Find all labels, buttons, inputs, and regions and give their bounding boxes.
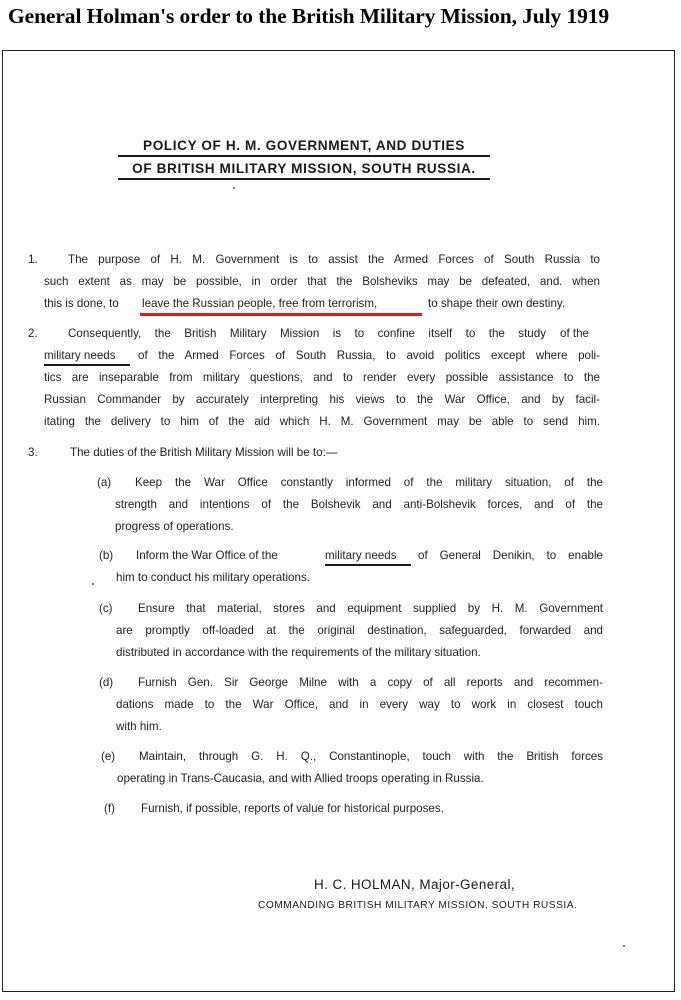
item-e-line-2: operating in Trans-Caucasia, and with Allied troops operating in Russia. — [117, 772, 484, 785]
item-c-line-1: Ensure that material, stores and equipment supplied by H. M. Government — [138, 602, 603, 615]
paragraph-2-line-1: Consequently, the British Military Mission is to confine itself to the study — [68, 327, 546, 340]
paragraph-2-line-2: of the Armed Forces of South Russia, to avoid politics except where poli- — [138, 349, 600, 362]
document-scan — [2, 50, 675, 992]
paragraph-2-line-5: itating the delivery to him of the aid which H. M. Government may be able to send him. — [44, 415, 600, 428]
signature-title: COMMANDING BRITISH MILITARY MISSION, SOUTH RUSSIA. — [258, 900, 578, 911]
item-a-line-1: Keep the War Office constantly informed of the military situation, of the — [135, 476, 603, 489]
item-b-line-2: him to conduct his military operations. — [116, 571, 310, 584]
highlighted-phrase: leave the Russian people, free from terrorism, — [142, 297, 378, 310]
item-c-line-3: distributed in accordance with the requirements of the military situation. — [116, 646, 481, 659]
item-f-letter: (f) — [104, 802, 115, 815]
item-e-letter: (e) — [101, 750, 116, 763]
military-needs-phrase-2: military needs — [325, 549, 397, 562]
scan-speck — [623, 945, 625, 947]
title-underline-2 — [118, 178, 490, 180]
red-underline — [140, 313, 422, 316]
page-title: General Holman's order to the British Military Mission, July 1919 — [8, 4, 610, 28]
paragraph-1-line-1: The purpose of H. M. Government is to assist the Armed Forces of South Russia to — [68, 253, 600, 266]
paragraph-1-number: 1. — [28, 253, 38, 266]
item-b-line-1-end: of General Denikin, to enable — [418, 549, 603, 562]
item-d-letter: (d) — [99, 676, 114, 689]
item-e-line-1: Maintain, through G. H. Q., Constantinople, touch with the British forces — [139, 750, 603, 763]
paragraph-2-number: 2. — [28, 327, 38, 340]
item-d-line-3: with him. — [116, 720, 162, 733]
paragraph-3-intro: The duties of the British Military Mission will be to:— — [70, 446, 338, 459]
paragraph-2-line-4: Russian Commander by accurately interpreting his views to the War Office, and by facil- — [44, 393, 600, 406]
black-underline-1 — [44, 364, 130, 366]
document-title-line-1: POLICY OF H. M. GOVERNMENT, AND DUTIES — [143, 138, 465, 153]
paragraph-2-line-1-end: of the — [560, 327, 590, 340]
item-f-line-1: Furnish, if possible, reports of value for historical purposes. — [141, 802, 444, 815]
item-a-letter: (a) — [97, 476, 112, 489]
scan-speck — [92, 583, 94, 585]
paragraph-3-number: 3. — [28, 446, 38, 459]
item-d-line-2: dations made to the War Office, and in every way to work in closest touch — [116, 698, 603, 711]
signature-name: H. C. HOLMAN, Major-General, — [314, 877, 515, 892]
black-underline-2 — [325, 564, 411, 566]
item-b-line-1-start: Inform the War Office of the — [136, 549, 278, 562]
paragraph-1-line-3-start: this is done, to — [44, 297, 119, 310]
paragraph-1-line-3-end: to shape their own destiny. — [428, 297, 566, 310]
item-a-line-2: strength and intentions of the Bolshevik and anti-Bolshevik forces, and of the — [115, 498, 603, 511]
item-c-line-2: are promptly off-loaded at the original destination, safeguarded, forwarded and — [116, 624, 603, 637]
paragraph-1-line-2: such extent as may be possible, in order that the Bolsheviks may be defeated, and. when — [44, 275, 600, 288]
item-b-letter: (b) — [99, 549, 114, 562]
item-a-line-3: progress of operations. — [115, 520, 234, 533]
document-title-line-2: OF BRITISH MILITARY MISSION, SOUTH RUSSIA. — [132, 161, 476, 176]
item-c-letter: (c) — [99, 602, 113, 615]
paragraph-2-line-3: tics are inseparable from military questions, and to render every possible assistance to the — [44, 371, 600, 384]
title-underline-1 — [118, 155, 490, 157]
scan-speck — [233, 187, 235, 189]
item-d-line-1: Furnish Gen. Sir George Milne with a copy of all reports and recommen- — [138, 676, 603, 689]
military-needs-phrase-1: military needs — [44, 349, 116, 362]
